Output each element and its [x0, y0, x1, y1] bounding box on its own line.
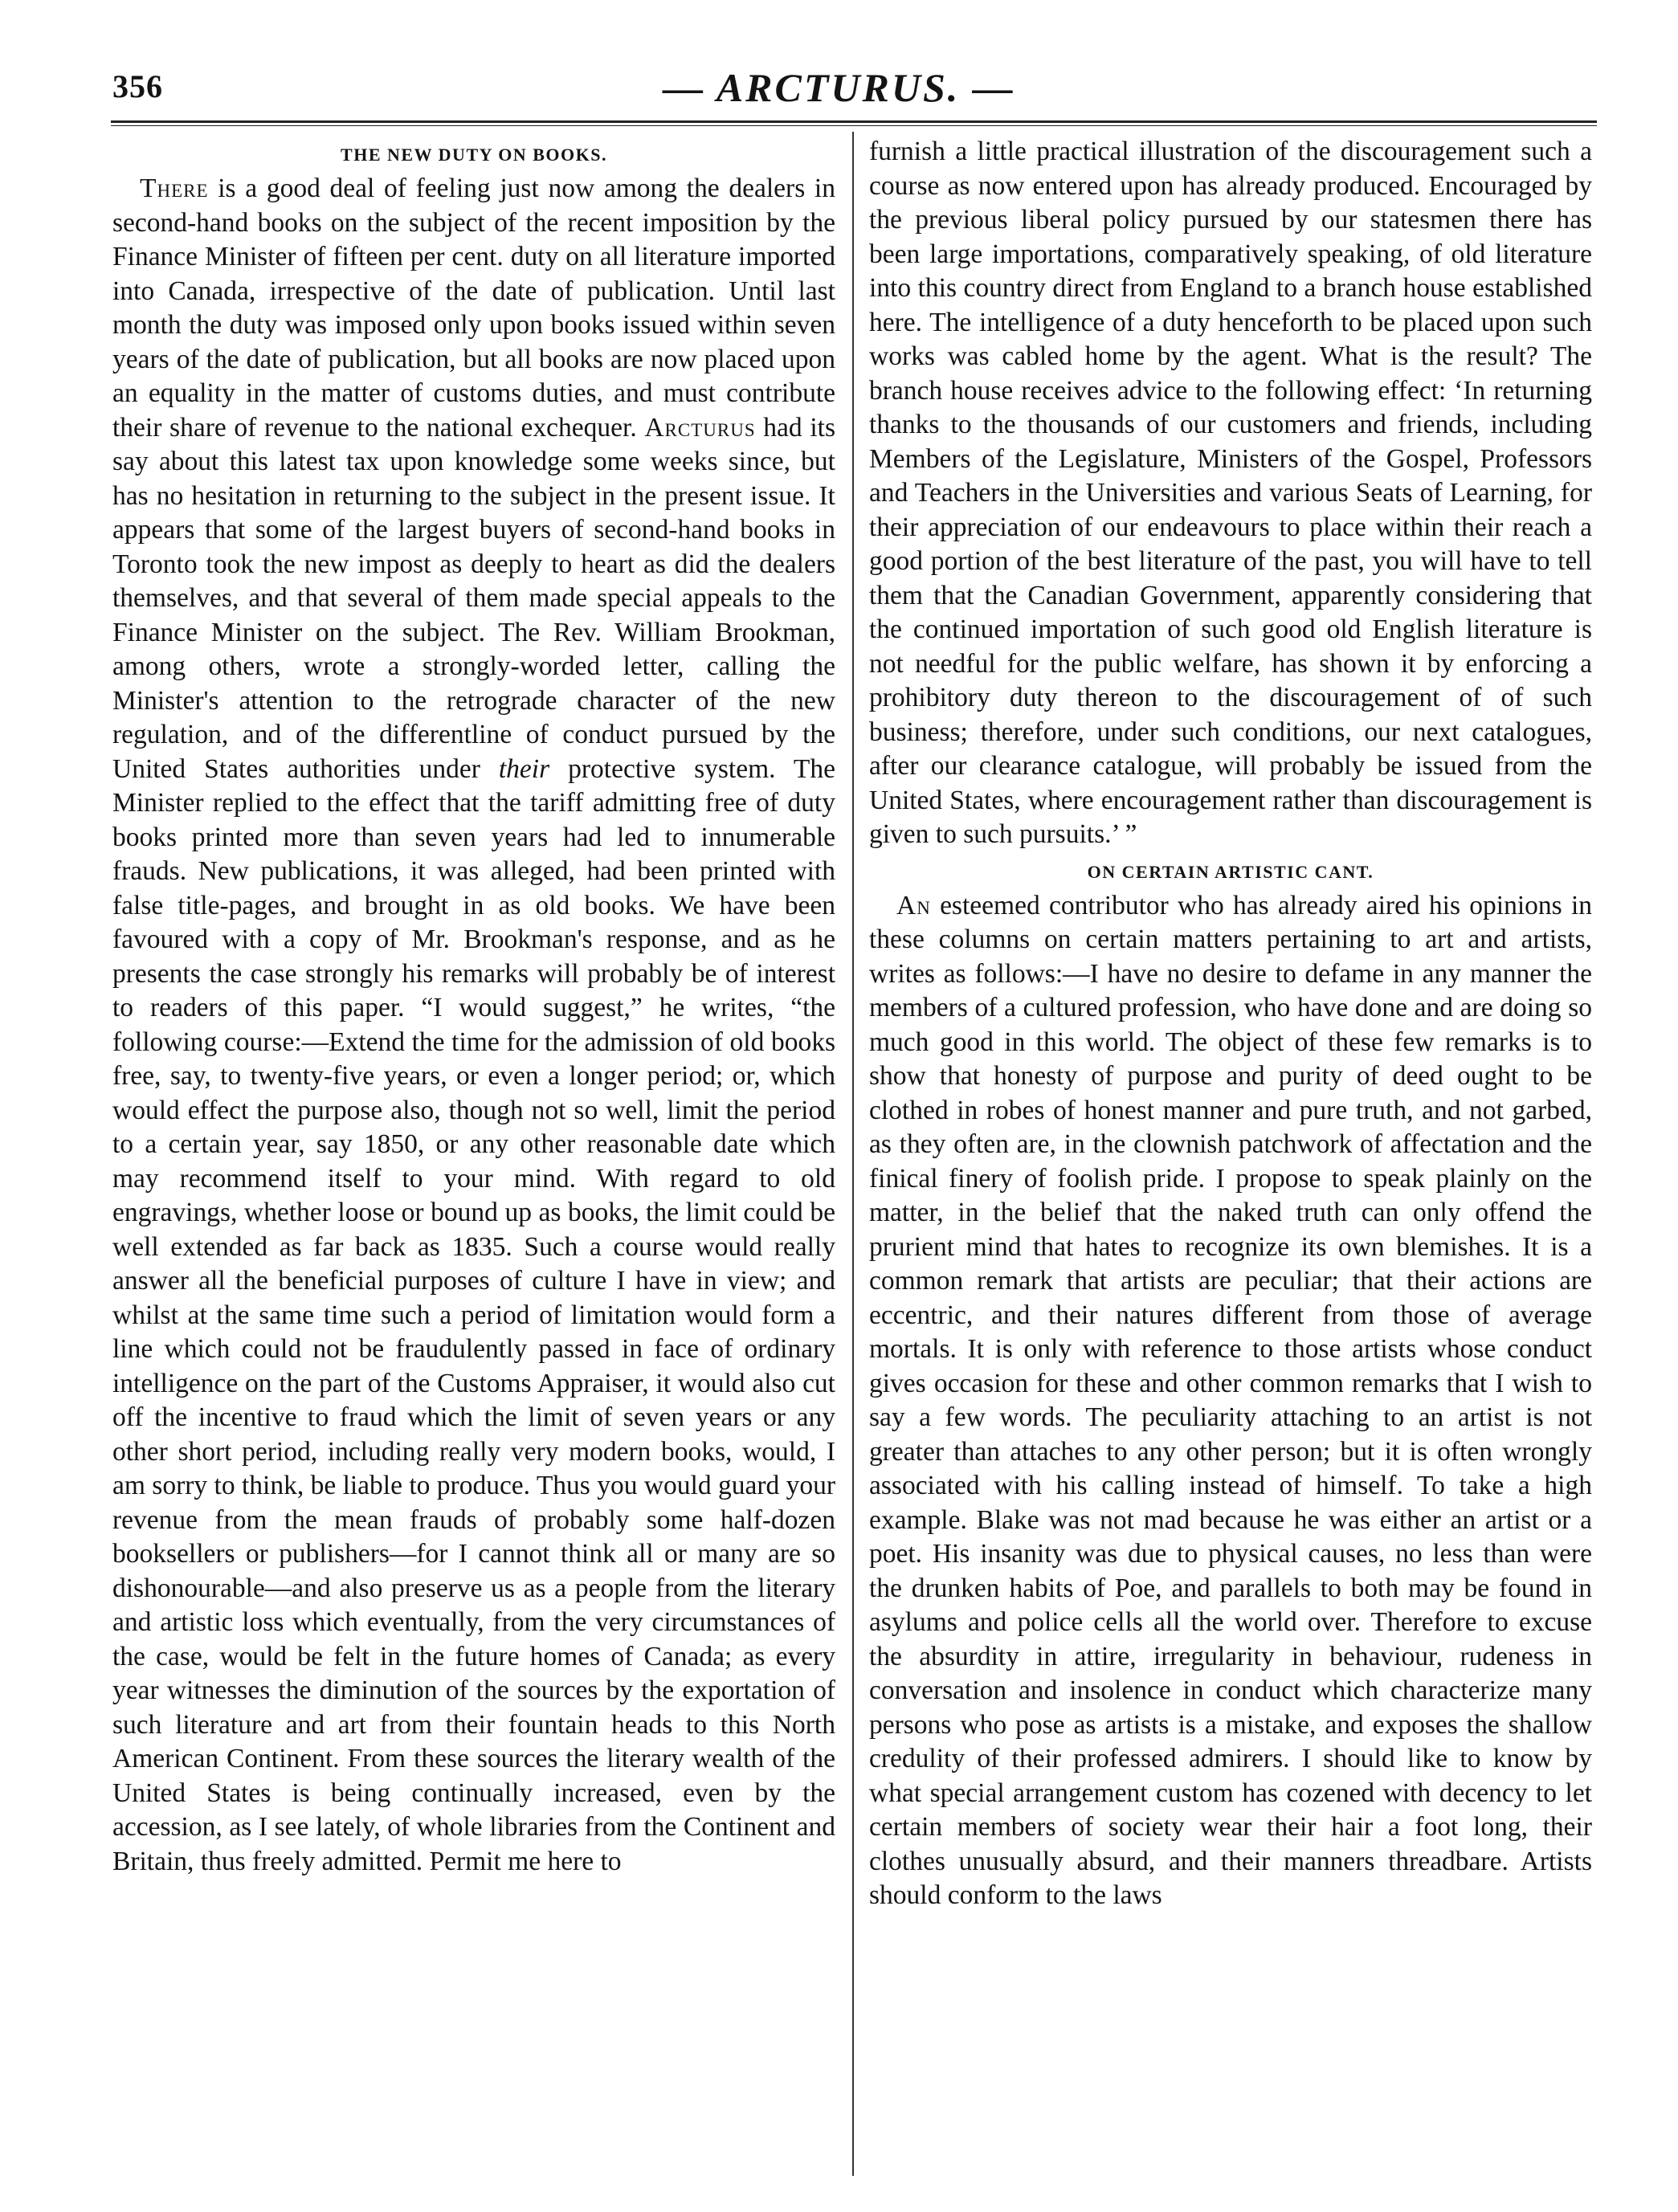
page-number: 356: [112, 68, 163, 104]
running-title: — ARCTURUS. —: [663, 65, 1015, 110]
lead-word: There: [140, 173, 209, 203]
article-heading-artistic-cant: ON CERTAIN ARTISTIC CANT.: [1087, 861, 1374, 882]
header-rule: [111, 120, 1597, 126]
right-column: [869, 135, 1592, 2167]
article-paragraph: [112, 172, 835, 1879]
article-paragraph: [869, 889, 1592, 1913]
lead-word: An: [896, 890, 931, 920]
journal-name: Arcturus: [644, 412, 756, 443]
paragraph-text: had its say about this latest tax upon knowledge some weeks since, but has no hesitation in returning to the subject in the present issue. It appears that some of the largest buyers of second-hand books in Toronto took the new impost as deeply to heart as did the dealers themselves, and that several of them made special appeals to the Finance Minister on the subject. The Rev. William Brookman, among others, wrote a strongly-worded letter, calling the Minister's attention to the retrograde character of the new regulation, and of the differentline of conduct pursued by the United States authorities under: [112, 412, 835, 784]
column-divider: [852, 132, 854, 2176]
paragraph-text: protective system. The Minister replied to the effect that the tariff admitting free of duty books printed more than seven years had led to innumerable frauds. New publications, it was alleged, had been printed with false title-pages, and brought in as old books. We have been favoured with a copy of Mr. Brookman's response, and as he presents the case strongly his remarks will probably be of interest to readers of this paper. “I would suggest,” he writes, “the following course:—Extend the time for the admission of old books free, say, to twenty-five years, or even a longer period; or, which would effect the purpose also, though not so well, limit the period to a certain year, say 1850, or any other reasonable date which may recommend itself to your mind. With regard to old engravings, whether loose or bound up as books, the limit could be well extended as far back as 1835. Such a course would really answer all the beneficial purposes of culture I have in view; and whilst at the same time such a period of limitation would form a line which could not be fraudulently passed in face of ordinary intelligence on the part of the Customs Appraiser, it would also cut off the incentive to fraud which the limit of seven years or any other short period, including really very modern books, would, I am sorry to think, be liable to produce. Thus you would guard your revenue from the mean frauds of probably some half-dozen booksellers or publishers—for I cannot think all or many are so dishonourable—and also preserve us as a people from the literary and artistic loss which eventually, from the very circumstances of the case, would be felt in the future homes of Canada; as every year witnesses the diminution of the sources by the exportation of such literature and art from their fountain heads to this North American Continent. From these sources the literary wealth of the United States is being continually increased, even by the accession, as I see lately, of whole libraries from the Continent and Britain, thus freely admitted. Permit me here to: [112, 753, 835, 1876]
italic-emphasis: their: [498, 753, 550, 784]
article-paragraph-continued: furnish a little practical illustration of the discouragement such a course as now entered upon has already produced. Encouraged by the previous liberal policy pursued by our statesmen there has been large importations, comparatively speaking, of old literature into this country direct from England to a branch house established here. The intelligence of a duty henceforth to be placed upon such works was cabled home by the agent. What is the result? The branch house receives advice to the following effect: ‘In returning thanks to the thousands of our customers and friends, including Members of the Legislature, Ministers of the Gospel, Professors and Teachers in the Universities and various Seats of Learning, for their appreciation of our endeavours to place within their reach a good portion of the best literature of the past, you will have to tell them that the Canadian Government, apparently considering that the continued importation of such good old English literature is not needful for the public welfare, has shown it by enforcing a prohibitory duty thereon to the discouragement of of such business; therefore, under such conditions, our next catalogues, after our clearance catalogue, will probably be issued from the United States, where encouragement rather than discouragement is given to such pursuits.’ ”: [869, 137, 1592, 849]
article-heading-new-duty: THE NEW DUTY ON BOOKS.: [341, 145, 607, 165]
paragraph-text: is a good deal of feeling just now among the dealers in second-hand books on the subject of the recent imposition by the Finance Minister of fifteen per cent. duty on all literature imported into Canada, irrespective of the date of publication. Until last month the duty was imposed only upon books issued within seven years of the date of publication, but all books are now placed upon an equality in the matter of customs duties, and must contribute their share of revenue to the national exchequer.: [112, 173, 835, 443]
left-column: [112, 135, 835, 2167]
paragraph-text: esteemed contributor who has already aired his opinions in these columns on certain matters pertaining to art and artists, writes as follows:—I have no desire to defame in any manner the members of a cultured profession, who have done and are doing so much good in this world. The object of these few remarks is to show that honesty of purpose and purity of deed ought to be clothed in robes of honest manner and pure truth, and not garbed, as they often are, in the clownish patchwork of affectation and the finical finery of foolish pride. I propose to speak plainly on the matter, in the belief that the naked truth can only offend the prurient mind that hates to recognize its own blemishes. It is a common remark that artists are peculiar; that their actions are eccentric, and their natures different from those of average mortals. It is only with reference to those artists whose conduct gives occasion for these and other common remarks that I wish to say a few words. The peculiarity attaching to an artist is not greater than attaches to any other person; but it is often wrongly associated with his calling instead of himself. To take a high example. Blake was not mad because he was either an artist or a poet. His insanity was due to physical causes, no less than were the drunken habits of Poe, and parallels to both may be found in asylums and police cells all the world over. Therefore to excuse the absurdity in attire, irregularity in behaviour, rudeness in conversation and insolence in conduct which characterize many persons who pose as artists is a mistake, and exposes the shallow credulity of their professed admirers. I should like to know by what special arrangement custom has cozened with decency to let certain members of society wear their hair a foot long, their clothes unusually absurd, and their manners threadbare. Artists should conform to the laws: [869, 890, 1592, 1910]
